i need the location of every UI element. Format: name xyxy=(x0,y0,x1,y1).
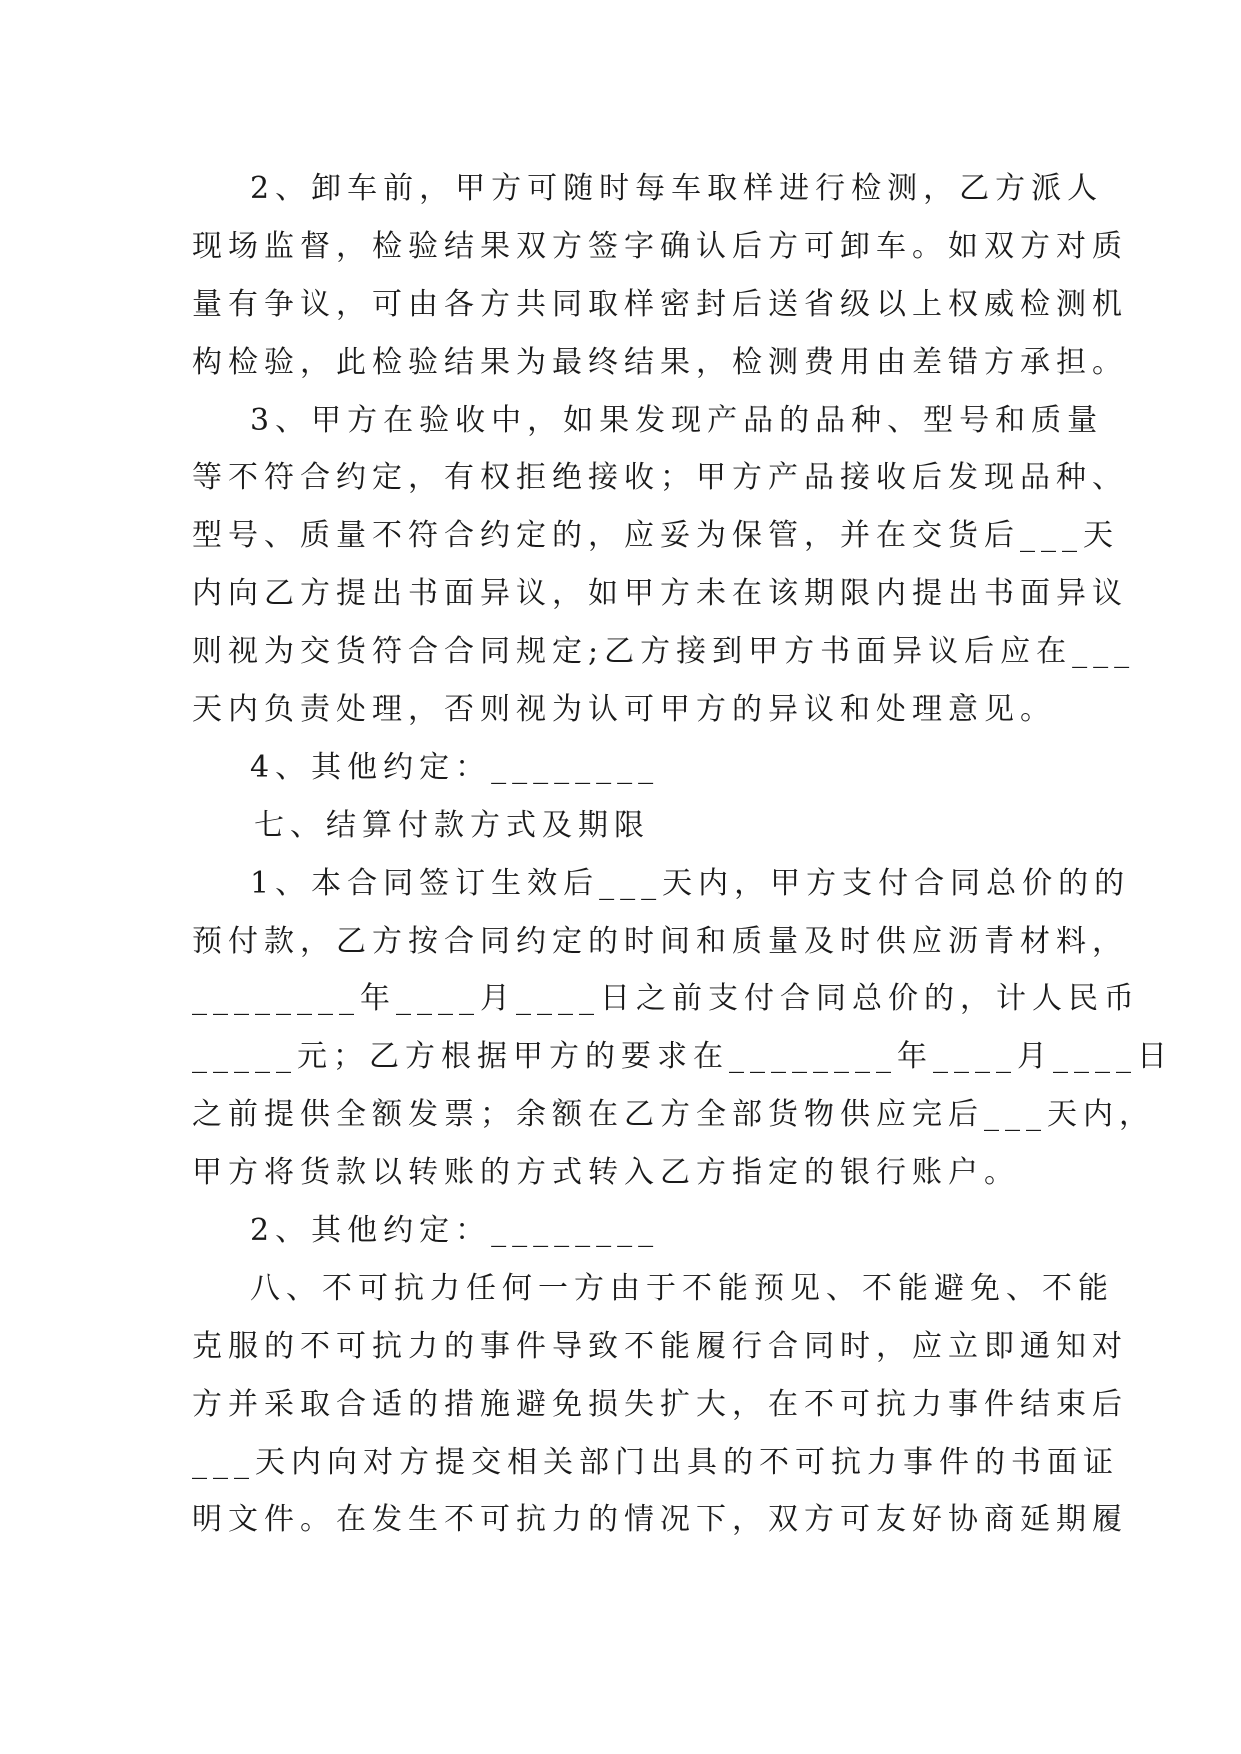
clause-6-3-line-5: 则视为交货符合合同规定;乙方接到甲方书面异议后应在___ xyxy=(192,634,1136,670)
clause-7-1-line-2: 预付款，乙方按合同约定的时间和质量及时供应沥青材料， xyxy=(192,923,1128,959)
clause-6-4-line-1: 4、其他约定：________ xyxy=(250,749,660,785)
clause-7-1-line-4: _____元；乙方根据甲方的要求在________年____月____日 xyxy=(192,1039,1173,1075)
clause-6-3-line-2: 等不符合约定，有权拒绝接收；甲方产品接收后发现品种、 xyxy=(192,460,1128,496)
clause-7-1-line-1: 1、本合同签订生效后___天内，甲方支付合同总价的的 xyxy=(250,865,1131,901)
clause-6-3-line-1: 3、甲方在验收中，如果发现产品的品种、型号和质量 xyxy=(250,402,1104,438)
clause-6-2-line-1: 2、卸车前，甲方可随时每车取样进行检测，乙方派人 xyxy=(250,171,1104,206)
section-8-line-4: ___天内向对方提交相关部门出具的不可抗力事件的书面证 xyxy=(192,1444,1119,1480)
clause-6-2-line-3: 量有争议，可由各方共同取样密封后送省级以上权威检测机 xyxy=(192,286,1128,322)
section-8-line-5: 明文件。在发生不可抗力的情况下，双方可友好协商延期履 xyxy=(192,1502,1128,1538)
clause-7-2-line-1: 2、其他约定：________ xyxy=(250,1213,660,1249)
clause-7-1-line-6: 甲方将货款以转账的方式转入乙方指定的银行账户。 xyxy=(192,1155,1020,1191)
clause-6-3-line-6: 天内负责处理，否则视为认可甲方的异议和处理意见。 xyxy=(192,692,1056,728)
clause-7-1-line-5: 之前提供全额发票；余额在乙方全部货物供应完后___天内， xyxy=(192,1097,1155,1133)
document-body xyxy=(192,160,1173,1549)
clause-6-3-line-3: 型号、质量不符合约定的，应妥为保管，并在交货后___天 xyxy=(192,518,1119,554)
clause-6-2-line-2: 现场监督，检验结果双方签字确认后方可卸车。如双方对质 xyxy=(192,228,1128,264)
clause-6-2-line-4: 构检验，此检验结果为最终结果，检测费用由差错方承担。 xyxy=(192,344,1128,380)
clause-7-1-line-3: ________年____月____日之前支付合同总价的，计人民币 xyxy=(192,981,1140,1017)
clause-6-3-line-4: 内向乙方提出书面异议，如甲方未在该期限内提出书面异议 xyxy=(192,576,1128,612)
section-7-heading: 七、结算付款方式及期限 xyxy=(254,807,650,843)
section-8-line-2: 克服的不可抗力的事件导致不能履行合同时，应立即通知对 xyxy=(192,1328,1128,1364)
section-8-line-1: 八、不可抗力任何一方由于不能预见、不能避免、不能 xyxy=(250,1270,1114,1306)
section-8-line-3: 方并采取合适的措施避免损失扩大，在不可抗力事件结束后 xyxy=(192,1386,1128,1422)
